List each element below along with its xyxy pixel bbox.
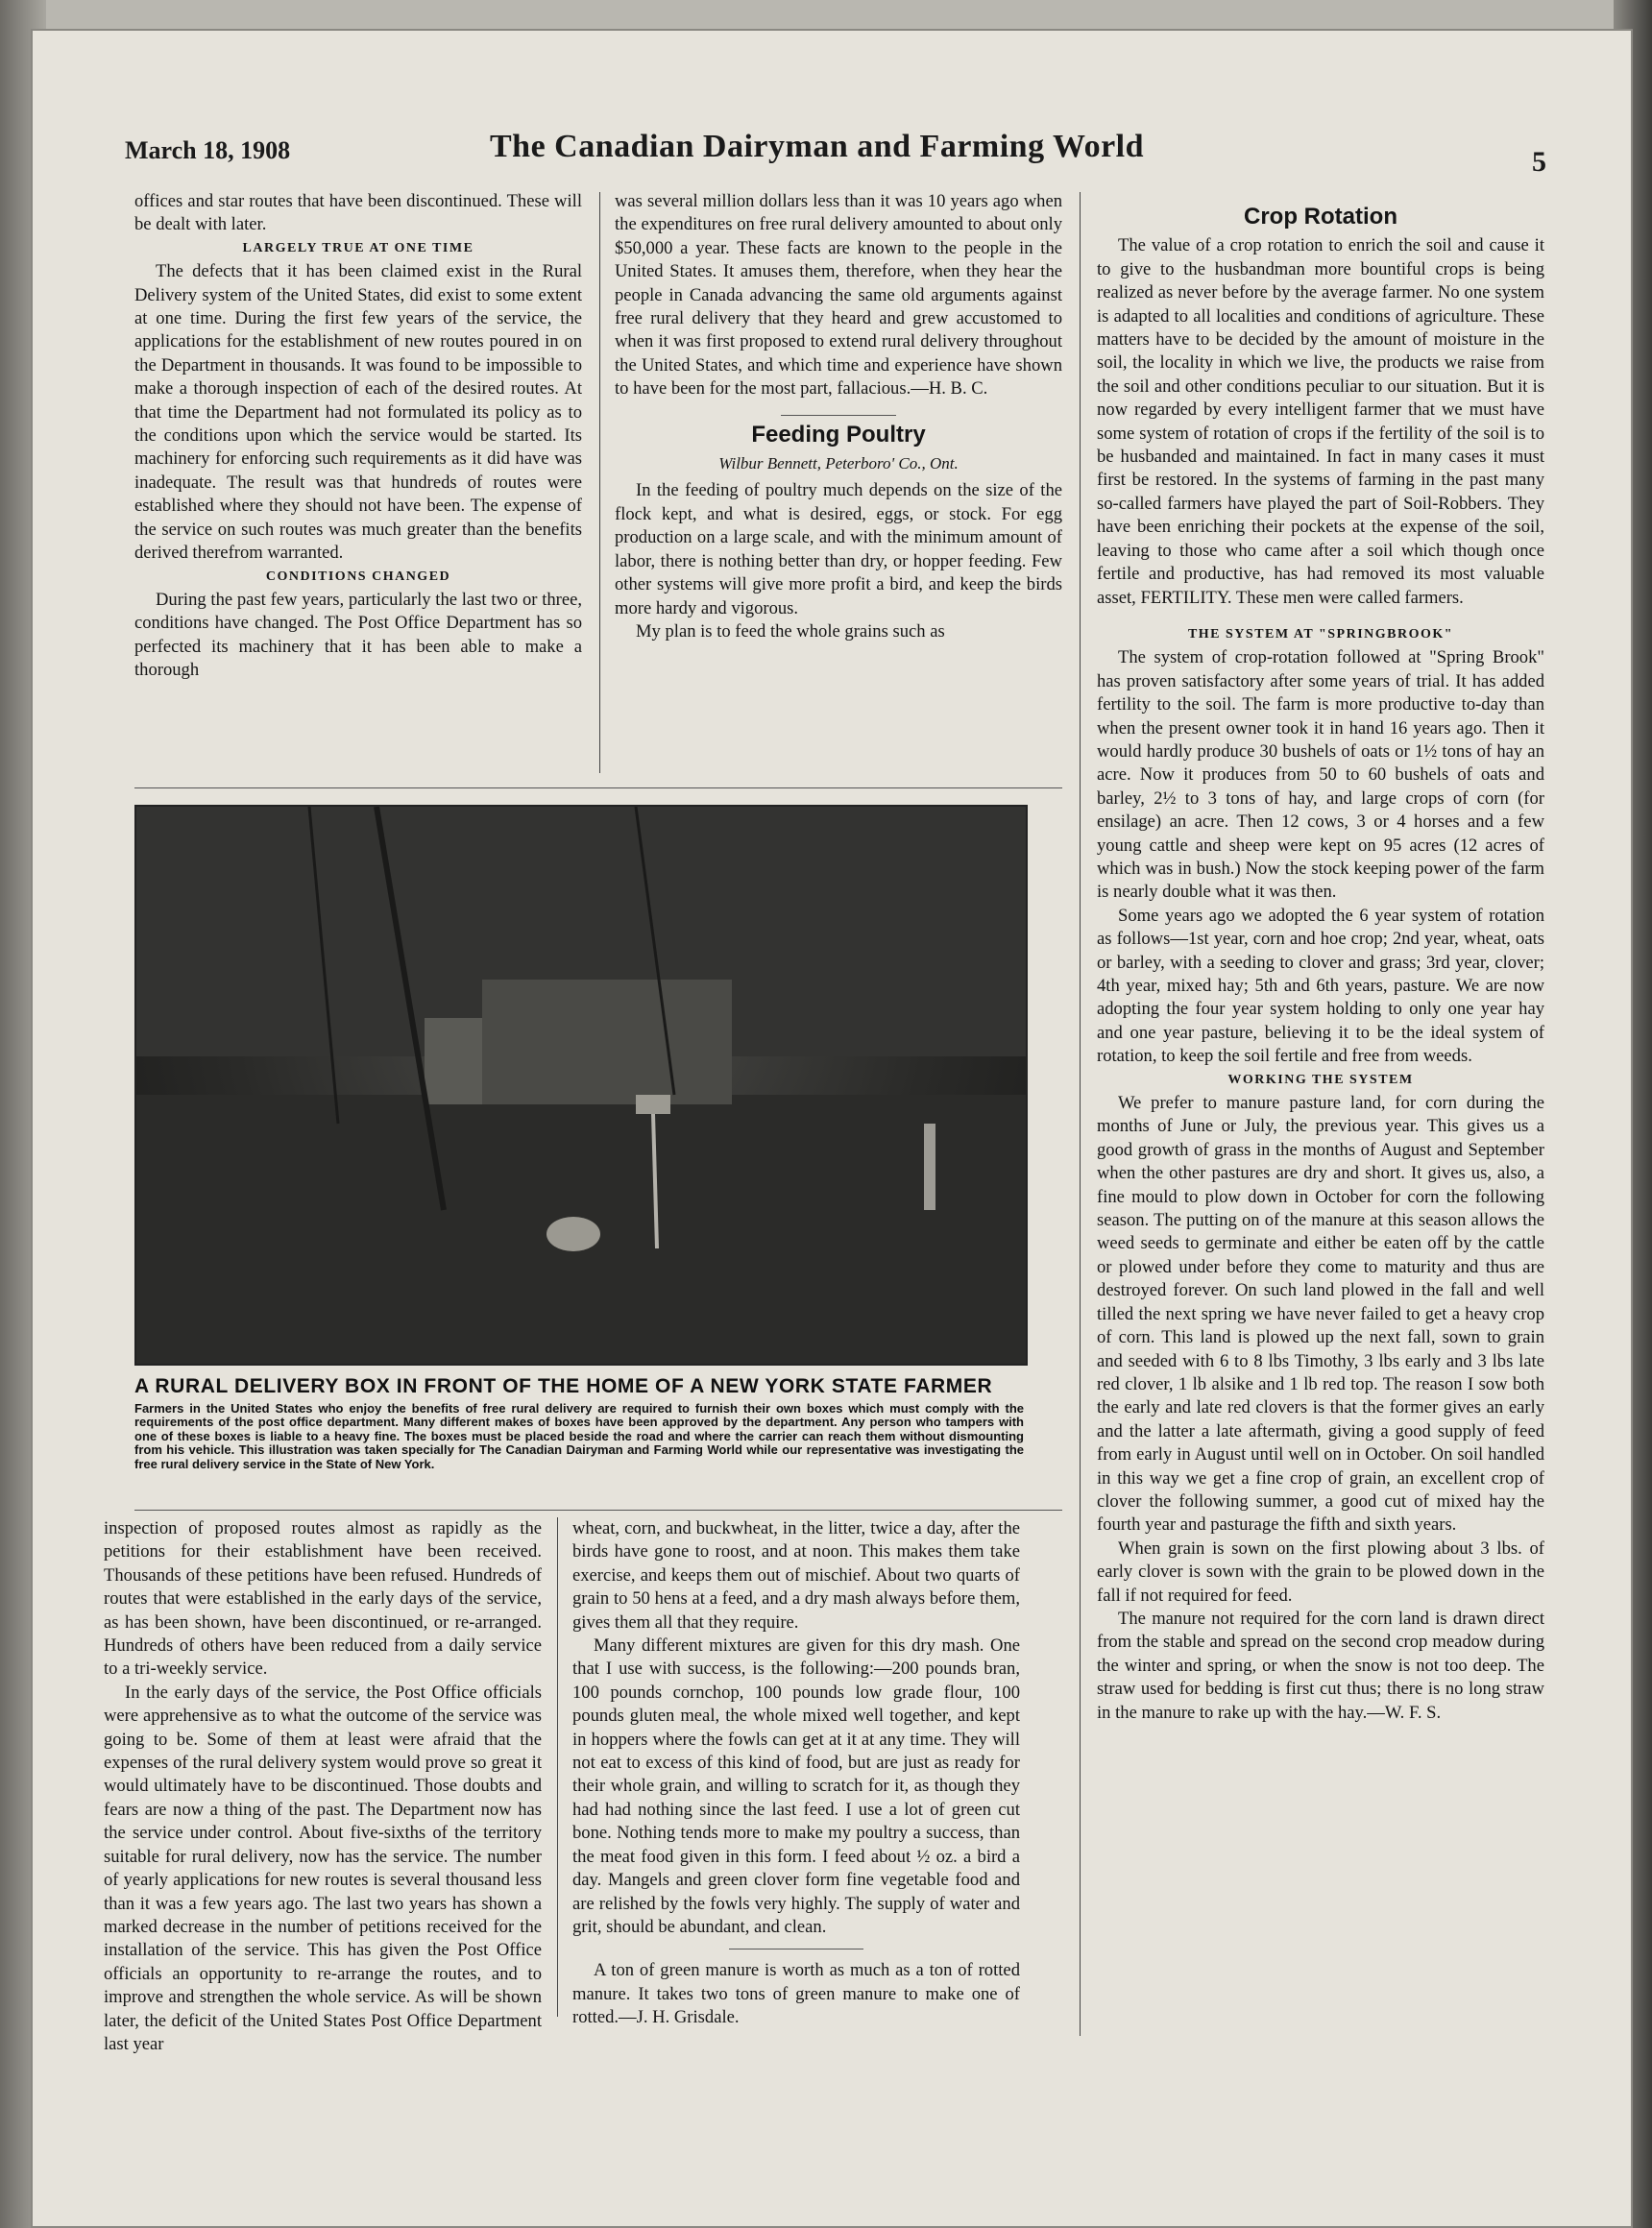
column-1-bottom xyxy=(104,1517,542,2056)
section-rule xyxy=(134,787,1062,788)
byline: Wilbur Bennett, Peterboro' Co., Ont. xyxy=(718,454,959,473)
paragraph: wheat, corn, and buckwheat, in the litter, twice a day, after the birds have gone to roost, and at noon. This makes them take exercise, and keeps them out of mischief. About two quarts of grain to 50 hens at a feed, and a dry mash always before them, gives them all that they require. xyxy=(572,1518,1020,1633)
column-2-bottom xyxy=(572,1517,1020,2030)
column-3 xyxy=(1097,206,1544,1725)
column-2-top xyxy=(615,190,1062,643)
paragraph: In the early days of the service, the Post Office officials were apprehensive as to what the outcome of the service was going to be. Some of them at least were afraid that the expenses of the rural delivery system would prove so great it would ultimately have to be discontinued. Those doubts and fears are now a thing of the past. The Department now has the service under control. About five-sixths of the territory suitable for rural delivery, now has the service. The number of yearly applications for new routes is several thousand less than it was a few years ago. The last two years has shown a marked decrease in the number of petitions received for the installation of the service. This has given the Post Office officials an opportunity to re-arrange the routes, and to improve and strengthen the whole service. As will be shown later, the deficit of the United States Post Office Department last year xyxy=(104,1682,542,2054)
paragraph: Many different mixtures are given for this dry mash. One that I use with success, is the following:—200 pounds bran, 100 pounds cornchop, 100 pounds low grade flour, 100 pounds gluten meal, the whole mixed well together, and kept in hoppers where the fowls can get at it at any time. They will not eat to excess of this kind of food, but are just as ready for their whole grain, and willing to scratch for it, as though they had had nothing since the last feed. I use a lot of green cut bone. Nothing tends more to make my poultry a success, than the meat food given in this form. I feed about ½ oz. a bird a day. Mangels and green clover form fine vegetable food and are relished by the fowls very highly. The supply of water and grit, should be abundant, and clean. xyxy=(572,1635,1020,1937)
article-heading: Crop Rotation xyxy=(1244,204,1397,230)
paragraph: The manure not required for the corn land is drawn direct from the stable and spread on the second crop meadow during the winter and spring, or when the snow is not too deep. The straw used for bedding is first cut thus; there is no long straw in the manure to rake up with the hay.—W. F. S. xyxy=(1097,1608,1544,1723)
paragraph: inspection of proposed routes almost as rapidly as the petitions for their establishment have been received. Thousands of these petitions have been refused. Hundreds of routes that were established in the early days of the service, as has been shown, have been discontinued, or re-arranged. Hundreds of others have been reduced from a daily service to a tri-weekly service. xyxy=(104,1518,542,1680)
section-rule xyxy=(781,415,896,416)
section-rule xyxy=(134,1510,1062,1511)
photo-caption-body: Farmers in the United States who enjoy the benefits of free rural delivery are required to furnish their own boxes which must comply with the requirements of the post office department. Many different makes of boxes have been approved by the department. Any person who tampers with one of these boxes is liable to a heavy fine. The boxes must be placed beside the road and where the carrier can reach them without dismounting from his vehicle. This illustration was taken specially for The Canadian Dairyman and Farming World while our representative was investigating the free rural delivery service in the State of New York. xyxy=(134,1401,1024,1471)
paragraph: The value of a crop rotation to enrich the soil and cause it to give to the husbandman more bountiful crops is being realized as never before by the average farmer. No one system is adapted to all localities and conditions of agriculture. These matters have to be decided by the amount of moisture in the soil, the locality in which we live, the products we raise from the soil and other conditions peculiar to our situation. But it is now regarded by every intelligent farmer that we must have some system of rotation of crops if the fertility of the soil is to be husbanded and maintained. In fact in many cases it must first be restored. In the systems of farming in the past many so-called farmers have played the part of Soil-Robbers. They have been enriching their pockets at the expense of the soil, leaving to those who came after a soil which though once fertile and productive, has had removed its most valuable asset, FERTILITY. These men were called farmers. xyxy=(1097,235,1544,608)
paragraph: We prefer to manure pasture land, for corn during the months of June or July, the previous year. This gives us a good growth of grass in the months of August and September when the other pastures are dry and short. It gives us, also, a fine mould to plow down in October for corn the following season. The putting on of the manure at this season allows the weed seeds to germinate and either be eaten off by the cattle or plowed under before they come to maturity and thus are destroyed forever. On such land plowed in the fall and well tilled the next spring we have never failed to get a heavy crop of corn. This land is plowed up the next fall, sown to grain and seeded with 6 to 8 lbs Timothy, 3 lbs early and 3 lbs late red clover, 1 lb alsike and 1 lb red top. The reason I sow both the early and late red clovers is that the former gives an early and the latter a late aftermath, giving a good supply of feed from early in August until well on in October. On soil handled in this way we get a fine crop of grain, an excellent crop of clover the following summer, a good cut of mixed hay the fourth year and pasturage the fifth and sixth years. xyxy=(1097,1093,1544,1536)
column-1-top xyxy=(134,190,582,683)
issue-date: March 18, 1908 xyxy=(125,136,291,164)
paragraph: My plan is to feed the whole grains such as xyxy=(636,620,945,642)
photo-rock xyxy=(547,1217,600,1251)
paragraph: offices and star routes that have been discontinued. These will be dealt with later. xyxy=(134,191,582,235)
subheading: LARGELY TRUE AT ONE TIME xyxy=(242,240,474,255)
paragraph: Some years ago we adopted the 6 year system of rotation as follows—1st year, corn and hoe crop; 2nd year, wheat, oats or barley, with a seeding to clover and grass; 3rd year, clover; 4th year, mixed hay; 5th and 6th years, pasture. We are now adopting the four year system holding to only one year hay and one year pasture, believing it to be the ideal system of rotation, to keep the soil fertile and free from weeds. xyxy=(1097,905,1544,1067)
paragraph: In the feeding of poultry much depends on the size of the flock kept, and what is desired, eggs, or stock. For egg production on a large scale, and with the minimum amount of labor, there is nothing better than dry, or hopper feeding. Few other systems will give more profit a bird, and keep the birds more hardy and vigorous. xyxy=(615,480,1062,618)
photo-caption-title: A RURAL DELIVERY BOX IN FRONT OF THE HOME OF A NEW YORK STATE FARMER xyxy=(134,1375,993,1397)
column-rule xyxy=(1080,192,1081,2036)
paragraph: was several million dollars less than it was 10 years ago when the expenditures on free rural delivery amounted to about only $50,000 a year. These facts are known to the people in the United States. It amuses them, therefore, when they hear the people in Canada advancing the same old arguments against free rural delivery that they heard and grew accustomed to when it was first proposed to extend rural delivery throughout the United States, and which time and experience have shown to have been for the most part, fallacious.—H. B. C. xyxy=(615,191,1062,400)
publication-title: The Canadian Dairyman and Farming World xyxy=(490,129,1145,164)
paragraph: When grain is sown on the first plowing about 3 lbs. of early clover is sown with the grain to be plowed down in the fall if not required for feed. xyxy=(1097,1538,1544,1606)
photo-porch xyxy=(425,1018,482,1104)
paragraph: The defects that it has been claimed exist in the Rural Delivery system of the United States, did exist to some extent at one time. During the first few years of the service, the applications for the establishment of new routes poured in on the Department in thousands. It was found to be impossible to make a thorough inspection of each of the desired routes. At that time the Department had not formulated its policy as to the conditions upon which the service would be started. Its machinery for enforcing such requirements as it did have was inadequate. The result was that hundreds of routes were established where they should not have been. The expense of the service on such routes was much greater than the benefits derived therefrom warranted. xyxy=(134,261,582,564)
page-header xyxy=(125,115,1546,182)
subheading: WORKING THE SYSTEM xyxy=(1227,1072,1414,1087)
subheading: CONDITIONS CHANGED xyxy=(265,569,451,584)
paragraph: The system of crop-rotation followed at "Spring Brook" has proven satisfactory after some years of trial. It has added fertility to the soil. The farm is more productive to-day than when the present owner took it in hand 16 years ago. Then it would hardly produce 30 bushels of oats or 1½ tons of hay an acre. Now it produces from 50 to 60 bushels of oats and barley, 2½ to 3 tons of hay, and large crops of corn (for ensilage) an acre. Then 12 cows, 3 or 4 horses and a few young cattle and sheep were kept on 95 acres (12 acres of which was in bush.) Now the stock keeping power of the farm is nearly double what it was then. xyxy=(1097,647,1544,903)
paragraph: During the past few years, particularly the last two or three, conditions have changed. The Post Office Department has so perfected its machinery that it has been able to make a thorough xyxy=(134,589,582,681)
page-number: 5 xyxy=(1532,146,1546,178)
paragraph: A ton of green manure is worth as much as a ton of rotted manure. It takes two tons of green manure to make one of rotted.—J. H. Grisdale. xyxy=(572,1960,1020,2028)
photo-mailbox xyxy=(636,1095,670,1114)
photo-scene xyxy=(136,807,1026,1364)
column-rule xyxy=(557,1517,558,2017)
column-rule xyxy=(599,192,600,773)
article-heading: Feeding Poultry xyxy=(751,421,926,448)
rural-delivery-photo xyxy=(134,805,1028,1366)
photo-fence-post xyxy=(924,1124,935,1210)
photo-house xyxy=(482,980,732,1104)
section-rule xyxy=(729,1949,863,1950)
subheading: THE SYSTEM AT "SPRINGBROOK" xyxy=(1187,626,1454,642)
